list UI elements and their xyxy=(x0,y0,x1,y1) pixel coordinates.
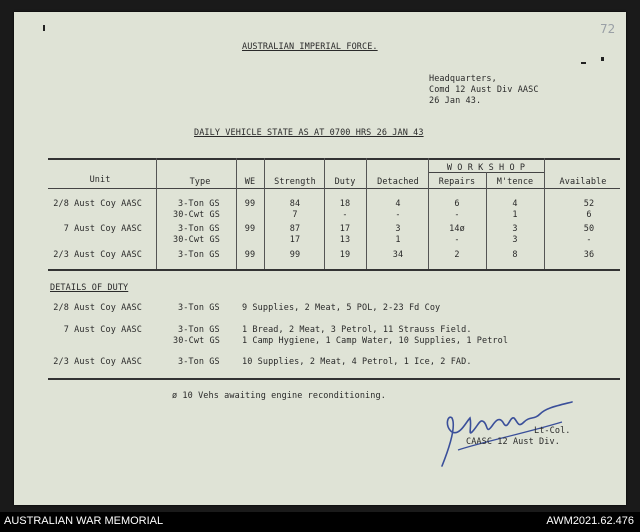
punch-mark xyxy=(43,25,45,31)
footer-institution: AUSTRALIAN WAR MEMORIAL xyxy=(4,515,164,527)
footnote: ø 10 Vehs awaiting engine reconditioning. xyxy=(172,391,386,401)
signature-title: CAASC 12 Aust Div. xyxy=(466,437,560,447)
details-type: 3-Ton GS xyxy=(178,357,220,367)
row-mtence: 8 xyxy=(512,250,518,260)
row-type: 3-Ton GS xyxy=(178,224,220,234)
row-available: 50 xyxy=(583,224,595,234)
row-available: - xyxy=(586,235,592,245)
details-unit: 7 Aust Coy AASC xyxy=(63,325,142,335)
header-rule xyxy=(48,188,620,189)
row-duty: - xyxy=(342,210,348,220)
row-we: 99 xyxy=(244,224,256,234)
table-rule-top xyxy=(48,158,620,160)
row-available: 36 xyxy=(583,250,595,260)
details-type: 30-Cwt GS xyxy=(173,336,220,346)
row-repairs: 2 xyxy=(454,250,460,260)
header-duty: Duty xyxy=(334,177,356,187)
header-we: WE xyxy=(244,177,256,187)
punch-mark xyxy=(581,62,586,64)
signature xyxy=(422,396,582,476)
row-type: 3-Ton GS xyxy=(178,199,220,209)
row-repairs: - xyxy=(454,235,460,245)
hq-line-2: Comd 12 Aust Div AASC xyxy=(429,85,539,95)
punch-mark xyxy=(601,57,604,61)
row-detached: 34 xyxy=(392,250,404,260)
column-divider xyxy=(156,158,157,269)
row-type: 30-Cwt GS xyxy=(173,235,220,245)
details-unit: 2/3 Aust Coy AASC xyxy=(53,357,142,367)
row-strength: 99 xyxy=(289,250,301,260)
row-repairs: - xyxy=(454,210,460,220)
row-detached: - xyxy=(395,210,401,220)
column-divider xyxy=(366,158,367,269)
details-text: 10 Supplies, 2 Meat, 4 Petrol, 1 Ice, 2 FAD. xyxy=(242,357,472,367)
details-text: 1 Bread, 2 Meat, 3 Petrol, 11 Strauss Field. xyxy=(242,325,472,335)
details-text: 9 Supplies, 2 Meat, 5 POL, 2-23 Fd Coy xyxy=(242,303,441,313)
row-unit: 7 Aust Coy AASC xyxy=(63,224,142,234)
details-type: 3-Ton GS xyxy=(178,325,220,335)
header-unit: Unit xyxy=(89,175,111,185)
details-heading: DETAILS OF DUTY xyxy=(50,283,129,293)
hq-line-1: Headquarters, xyxy=(429,74,497,84)
header-detached: Detached xyxy=(377,177,419,187)
row-duty: 19 xyxy=(339,250,351,260)
row-duty: 17 xyxy=(339,224,351,234)
details-type: 3-Ton GS xyxy=(178,303,220,313)
column-divider xyxy=(324,158,325,269)
column-divider xyxy=(428,158,429,269)
document-heading: AUSTRALIAN IMPERIAL FORCE. xyxy=(242,42,378,52)
header-available: Available xyxy=(559,177,607,187)
details-text: 1 Camp Hygiene, 1 Camp Water, 10 Supplies, 1 Petrol xyxy=(242,336,509,346)
row-available: 52 xyxy=(583,199,595,209)
header-type: Type xyxy=(189,177,211,187)
row-strength: 17 xyxy=(289,235,301,245)
row-duty: 18 xyxy=(339,199,351,209)
row-unit: 2/3 Aust Coy AASC xyxy=(53,250,142,260)
row-duty: 13 xyxy=(339,235,351,245)
header-strength: Strength xyxy=(274,177,316,187)
header-repairs: Repairs xyxy=(438,177,476,187)
row-detached: 1 xyxy=(395,235,401,245)
row-unit: 2/8 Aust Coy AASC xyxy=(53,199,142,209)
pencil-page-number: 72 xyxy=(600,22,616,36)
table-rule-bottom xyxy=(48,269,620,271)
footer-accession-id: AWM2021.62.476 xyxy=(546,515,634,527)
row-we: 99 xyxy=(244,250,256,260)
state-subtitle: DAILY VEHICLE STATE AS AT 0700 HRS 26 JAN 43 xyxy=(194,128,424,138)
column-divider xyxy=(486,172,487,269)
row-detached: 3 xyxy=(395,224,401,234)
row-strength: 84 xyxy=(289,199,301,209)
row-type: 30-Cwt GS xyxy=(173,210,220,220)
row-available: 6 xyxy=(586,210,592,220)
hq-line-3: 26 Jan 43. xyxy=(429,96,482,106)
column-divider xyxy=(236,158,237,269)
row-detached: 4 xyxy=(395,199,401,209)
row-type: 3-Ton GS xyxy=(178,250,220,260)
details-unit: 2/8 Aust Coy AASC xyxy=(53,303,142,313)
row-repairs: 6 xyxy=(454,199,460,209)
row-mtence: 4 xyxy=(512,199,518,209)
signature-rank: Lt-Col. xyxy=(534,426,571,436)
column-divider xyxy=(264,158,265,269)
row-strength: 87 xyxy=(289,224,301,234)
header-workshop: W O R K S H O P xyxy=(446,163,526,173)
row-strength: 7 xyxy=(292,210,298,220)
document-page xyxy=(14,12,626,505)
column-divider xyxy=(544,158,545,269)
row-mtence: 3 xyxy=(512,224,518,234)
row-mtence: 3 xyxy=(512,235,518,245)
row-mtence: 1 xyxy=(512,210,518,220)
row-we: 99 xyxy=(244,199,256,209)
header-mtence: M'tence xyxy=(496,177,534,187)
row-repairs: 14ø xyxy=(449,224,465,234)
details-rule xyxy=(48,378,620,380)
archive-footer xyxy=(0,512,640,532)
